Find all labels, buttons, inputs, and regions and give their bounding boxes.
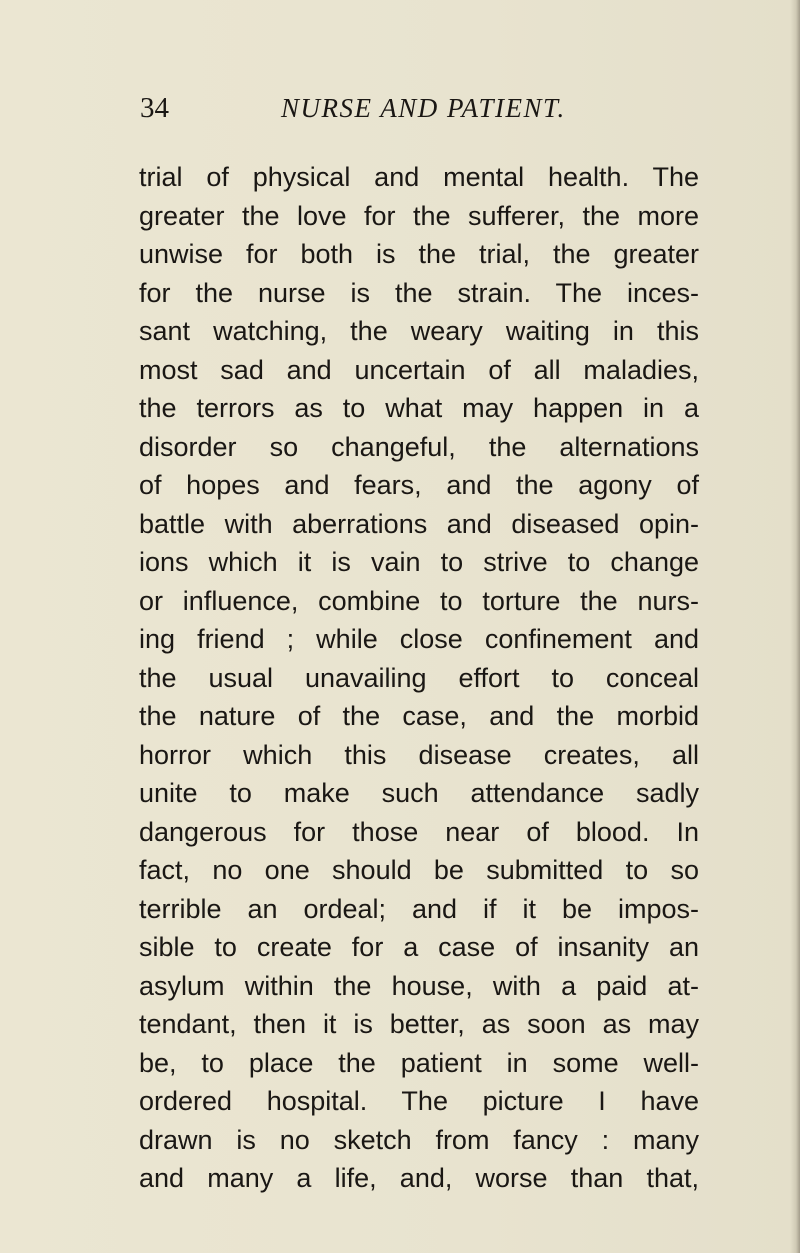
text-line: drawn is no sketch from fancy : many — [139, 1124, 699, 1155]
text-line: unite to make such attendance sadly — [139, 778, 699, 808]
text-line: sant watching, the weary waiting in this — [139, 316, 699, 346]
text-line: ions which it is vain to strive to change — [139, 547, 699, 577]
text-line: greater the love for the sufferer, the more — [139, 200, 699, 231]
text-line: terrible an ordeal; and if it be impos- — [139, 893, 699, 924]
text-line: sible to create for a case of insanity an — [139, 932, 699, 962]
text-line: battle with aberrations and diseased opin- — [139, 508, 699, 539]
text-line: dangerous for those near of blood. In — [139, 816, 699, 847]
text-line: and many a life, and, worse than that, — [139, 1163, 699, 1193]
body-text — [139, 158, 699, 1198]
text-line: the terrors as to what may happen in a — [139, 393, 699, 423]
text-line: most sad and uncertain of all maladies, — [139, 354, 699, 385]
text-line: tendant, then it is better, as soon as may — [139, 1009, 699, 1039]
text-line: of hopes and fears, and the agony of — [139, 470, 699, 500]
text-line: fact, no one should be submitted to so — [139, 855, 699, 885]
text-line: ing friend ; while close confinement and — [139, 624, 699, 654]
text-line: ordered hospital. The picture I have — [139, 1086, 699, 1116]
page-number: 34 — [140, 92, 169, 124]
text-line: unwise for both is the trial, the greater — [139, 239, 699, 269]
page-edge-shadow — [790, 0, 800, 1253]
page-header — [140, 91, 670, 125]
text-line: horror which this disease creates, all — [139, 739, 699, 770]
text-line: for the nurse is the strain. The inces- — [139, 277, 699, 308]
text-line: be, to place the patient in some well- — [139, 1047, 699, 1078]
text-line: the nature of the case, and the morbid — [139, 701, 699, 731]
text-line: disorder so changeful, the alternations — [139, 431, 699, 462]
running-head: NURSE AND PATIENT. — [281, 93, 566, 123]
text-line: or influence, combine to torture the nurs- — [139, 585, 699, 616]
text-line: the usual unavailing effort to conceal — [139, 662, 699, 693]
text-line: trial of physical and mental health. The — [139, 162, 699, 192]
text-line: asylum within the house, with a paid at- — [139, 970, 699, 1001]
